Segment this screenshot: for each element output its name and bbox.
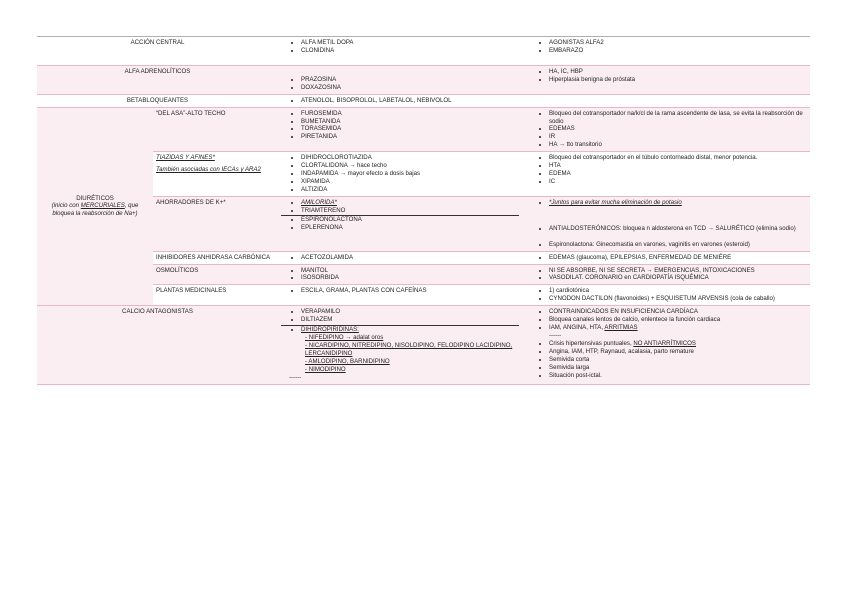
list-item: • EMBARAZO <box>549 47 807 55</box>
list-item: • EDEMAS (glaucoma), EPILEPSIAS, ENFERMEDAD DE MENIÉRE <box>549 254 807 262</box>
list-item: • HA → tto transitorio <box>549 141 807 149</box>
row-diuretico-ahorradores <box>37 196 810 251</box>
drugs-plantas <box>278 285 526 305</box>
list-item: • TRIAMTERENO <box>301 207 519 215</box>
list-item: • EPLERENONA <box>301 224 523 232</box>
row-calcio <box>37 306 810 384</box>
row-diuretico-plantas <box>37 285 810 305</box>
dhp-label: • DIHIDROPIRIDINAS: <box>301 326 523 334</box>
list-item: • HA, IC, HBP <box>549 68 807 76</box>
tiazidas-title: TIAZIDAS Y AFINES* <box>156 154 215 162</box>
drugs-osmoliticos <box>278 264 526 285</box>
list-item: • ALTIZIDA <box>301 186 523 194</box>
label-beta: BETABLOQUEANTES <box>37 94 278 107</box>
drugs-asa <box>278 107 526 152</box>
list-item: • ESPIRONOLACTONA <box>301 216 523 224</box>
list-item: - NICARDIPINO, NITREDIPINO, NISOLDIPINO, FELODIPINO LACIDIPINO, LERCANIDIPINO <box>305 342 523 358</box>
drugs-anhidrasa <box>278 251 526 264</box>
notes-tiazidas <box>526 152 810 197</box>
list-item: • AMILORIDA* <box>301 199 519 207</box>
list-item: - NIFEDIPINO → adalat oros <box>305 334 523 342</box>
label-plantas: PLANTAS MEDICINALES <box>153 285 278 305</box>
list-item: • DOXAZOSINA <box>301 84 523 92</box>
label-osmoliticos: OSMOLÍTICOS <box>153 264 278 285</box>
list-item: • CLORTALIDONA → hace techo <box>301 162 523 170</box>
list-item: • CONTRAINDICADOS EN INSUFICIENCIA CARDÍACA <box>549 308 807 316</box>
list-item: • NI SE ABSORBE, NI SE SECRETA → EMERGENCIAS, INTOXICACIONES <box>549 267 807 275</box>
list-item: • 1) cardiotónica <box>549 287 807 295</box>
list-item: • PIRETANIDA <box>301 133 523 141</box>
label-alfa: ALFA ADRENOLÍTICOS <box>37 65 278 94</box>
list-item: • EDEMA <box>549 170 807 178</box>
label-ahorradores: AHORRADORES DE K+* <box>153 196 278 251</box>
notes-accion-central <box>526 37 810 66</box>
list-item: • ANTIALDOSTERÓNICOS: bloquea n aldosterona en TCD → SALURÉTICO (elimina sodio) <box>549 225 807 233</box>
list-item: - NIMODIPINO <box>305 366 523 374</box>
antihypertensive-table <box>37 36 810 385</box>
drugs-alfa <box>278 65 526 94</box>
diureticos-subtitle: (inicio con MERCURIALES, que bloquea la reabsorción de Na+) <box>51 202 139 218</box>
drugs-calcio <box>278 306 526 384</box>
list-item: • Espironolactona: Ginecomastia en varones, vaginitis en varones (esteroid) <box>549 241 807 249</box>
label-calcio: CALCIO ANTAGONISTAS <box>37 306 278 384</box>
notes-anhidrasa <box>526 251 810 264</box>
label-accion-central: ACCIÓN CENTRAL <box>37 37 278 66</box>
notes-ahorradores <box>526 196 810 251</box>
list-item: • VERAPAMILO <box>301 308 523 316</box>
list-item: • PRAZOSINA <box>301 76 523 84</box>
drug-table-page <box>37 36 810 385</box>
list-item: • Semivida corta <box>549 356 807 364</box>
list-item: • CLONIDINA <box>301 47 523 55</box>
row-diuretico-tiazidas <box>37 152 810 197</box>
list-item: • ALFA METIL DOPA <box>301 39 523 47</box>
tiazidas-note: También asociadas con IECAs y ARA2 <box>156 166 261 174</box>
list-item: • VASODILAT. CORONARIO en CARDIOPATÍA ISQUÉMICA <box>549 274 807 282</box>
list-item: • Hiperplasia benigna de próstata <box>549 76 807 84</box>
list-item: • TORASEMIDA <box>301 125 523 133</box>
label-diureticos <box>37 107 153 306</box>
row-diuretico-anhidrasa <box>37 251 810 264</box>
row-beta <box>37 94 810 107</box>
list-item: • CYNODON DACTILON (flavonoides) + ESQUISETUM ARVENSIS (cola de caballo) <box>549 295 807 303</box>
row-alfa <box>37 65 810 94</box>
notes-asa <box>526 107 810 152</box>
label-asa: “DEL ASA”-ALTO TECHO <box>153 107 278 152</box>
list-item: • INDAPAMIDA → mayor efecto a dosis bajas <box>301 170 523 178</box>
list-item: • Bloquea canales lentos de calcio, enlentece la función cardiaca <box>549 316 807 324</box>
notes-plantas <box>526 285 810 305</box>
list-item: • Situación post-ictal. <box>549 372 807 380</box>
list-item: • Bloqueo del cotransportador na/k/cl de la rama ascendente de lasa, se evita la reabsorción de sodio <box>549 110 807 126</box>
notes-alfa <box>526 65 810 94</box>
list-item: • DILTIAZEM <box>301 316 523 324</box>
row-diuretico-osmoliticos <box>37 264 810 285</box>
notes-beta <box>526 94 810 107</box>
notes-osmoliticos <box>526 264 810 285</box>
list-item: - AMLODIPINO, BARNIDIPINO <box>305 358 523 366</box>
dots2: ------ <box>549 331 562 339</box>
list-item: • Crisis hipertensivas puntuales, NO ANTIARRÍTMICOS <box>549 340 807 348</box>
list-item: • HTA <box>549 162 807 170</box>
drugs-beta <box>278 94 526 107</box>
notes-calcio <box>526 306 810 384</box>
list-item: • AGONISTAS ALFA2 <box>549 39 807 47</box>
list-item: • MANITOL <box>301 267 523 275</box>
list-item: • IR <box>549 133 807 141</box>
dots: ------ <box>289 373 302 381</box>
list-item: • DIHIDROCLOROTIAZIDA <box>301 154 523 162</box>
row-diuretico-asa <box>37 107 810 152</box>
list-item: • ISOSORBIDA <box>301 274 523 282</box>
list-item: • IC <box>549 178 807 186</box>
label-tiazidas <box>153 152 278 197</box>
list-item: • ACETOZOLAMIDA <box>301 254 523 262</box>
list-item: • Semivida larga <box>549 364 807 372</box>
list-item: • Angina, IAM, HTP, Raynaud, acalasia, parto remature <box>549 348 807 356</box>
drugs-ahorradores <box>278 196 526 251</box>
list-item: • ATENOLOL, BISOPROLOL, LABETALOL, NEBIVOLOL <box>301 97 523 105</box>
list-item: • BUMETANIDA <box>301 118 523 126</box>
row-accion-central <box>37 37 810 66</box>
list-item: • Bloqueo del cotransportador en el túbulo contorneado distal, menor potencia. <box>549 154 807 162</box>
drugs-accion-central <box>278 37 526 66</box>
list-item: • *Juntos para evitar mucha eliminación de potasio <box>549 199 807 207</box>
list-item: • XIPAMIDA <box>301 178 523 186</box>
drugs-tiazidas <box>278 152 526 197</box>
list-item: • ESCILA, GRAMA, PLANTAS CON CAFEÍNAS <box>301 287 523 295</box>
list-item: • IAM, ANGINA, HTA, ARRITMIAS <box>549 324 807 332</box>
diureticos-title: DIURÉTICOS <box>76 194 114 202</box>
list-item: • EDEMAS <box>549 125 807 133</box>
list-item: • FUROSEMIDA <box>301 110 523 118</box>
label-anhidrasa: INHIBIDORES ANHIDRASA CARBÓNICA <box>153 251 278 264</box>
